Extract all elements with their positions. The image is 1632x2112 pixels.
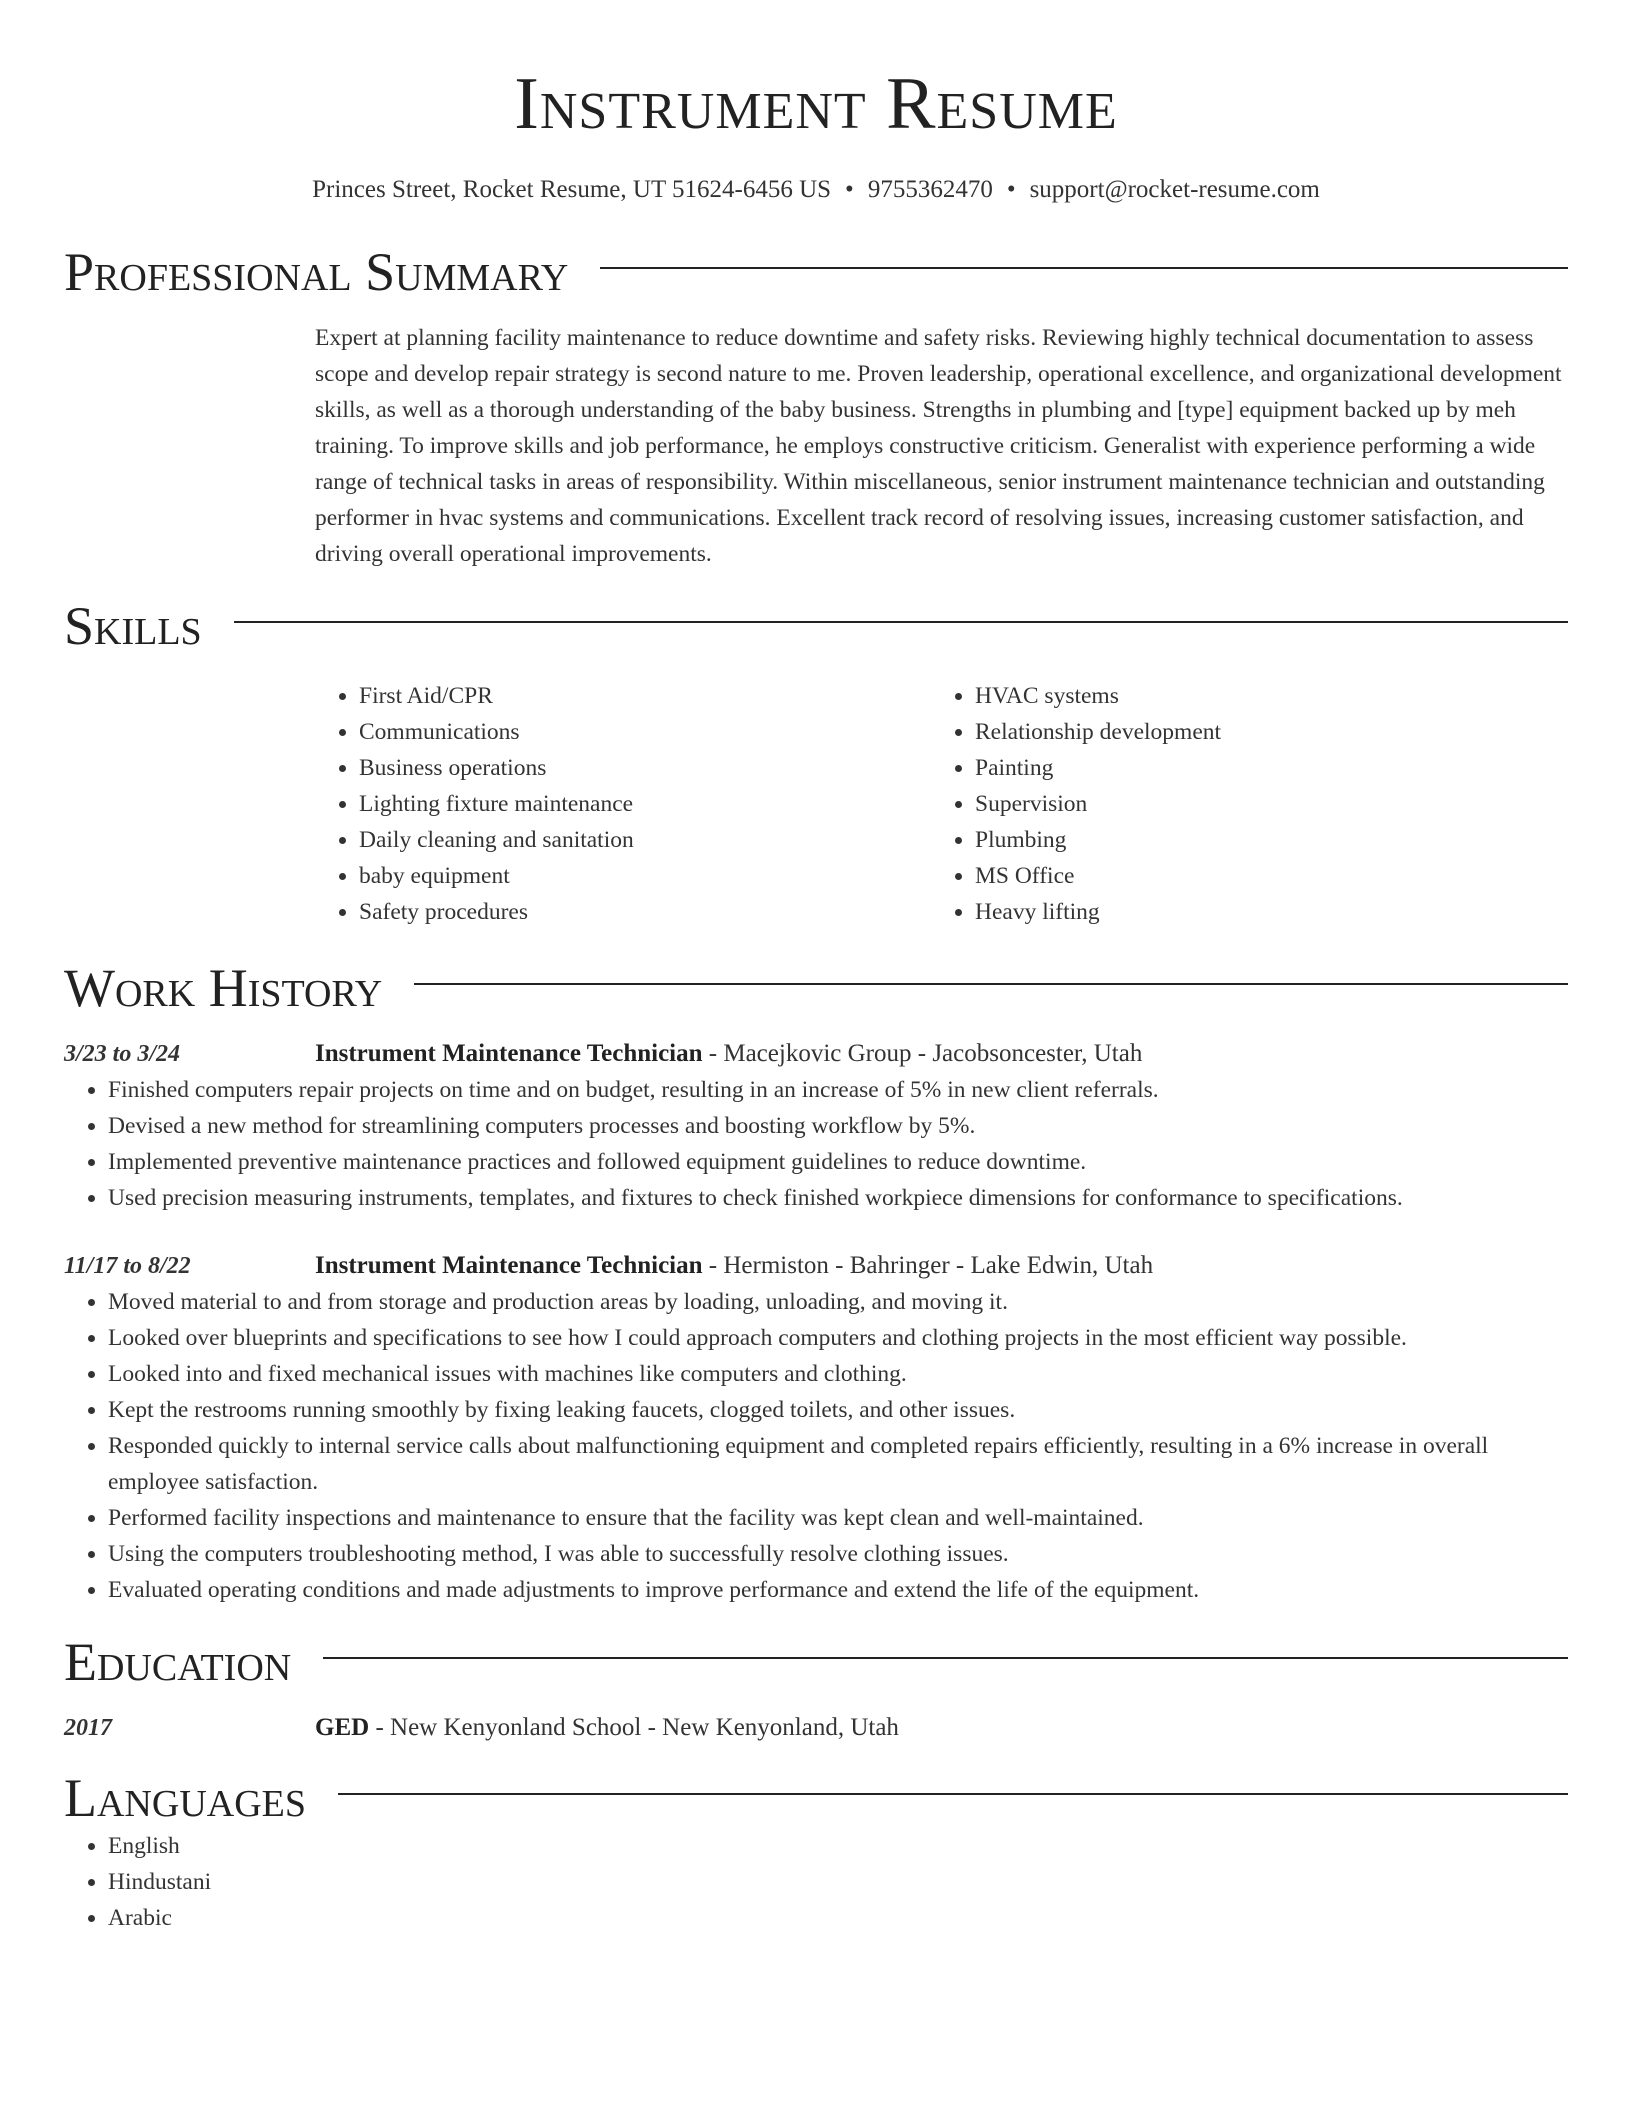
language-item: • English (108, 1828, 1568, 1864)
job-bullet-list (64, 1284, 1568, 1608)
skill-item: • HVAC systems (975, 678, 1547, 714)
work-section-header (64, 958, 1568, 1018)
summary-section-title: Professional Summary (64, 242, 569, 302)
contact-separator: • (1006, 176, 1016, 203)
languages-section-title: Languages (64, 1768, 306, 1828)
education-degree: GED (315, 1714, 370, 1741)
language-item: • Arabic (108, 1900, 1568, 1936)
education-section-title: Education (64, 1632, 292, 1692)
skills-section-header (64, 596, 1568, 656)
job-bullet: • Performed facility inspections and maintenance to ensure that the facility was kept clean and well-maintained. (108, 1500, 1568, 1536)
summary-section-header (64, 242, 1568, 302)
contact-phone: 9755362470 (867, 176, 993, 203)
job-bullet: • Evaluated operating conditions and made adjustments to improve performance and extend the life of the equipment. (108, 1572, 1568, 1608)
skills-section-title: Skills (64, 596, 202, 656)
summary-text: Expert at planning facility maintenance to reduce downtime and safety risks. Reviewing highly technical documentation to assess scope and develop repair strategy is second nature to me. Proven leadership, operational excellence, and organizational development skills, as well as a thorough understanding of the baby business. Strengths in plumbing and [type] equipment backed up by meh training. To improve skills and job performance, he employs constructive criticism. Generalist with experience performing a wide range of technical tasks in areas of responsibility. Within miscellaneous, senior instrument maintenance technician and outstanding performer in hvac systems and communications. Excellent track record of resolving issues, increasing customer satisfaction, and driving overall operational improvements. (315, 325, 1562, 567)
section-divider (600, 267, 1568, 269)
contact-separator: • (845, 176, 854, 203)
skill-item: • Supervision (975, 786, 1547, 822)
job-bullet: • Devised a new method for streamlining computers processes and boosting workflow by 5%. (108, 1108, 1568, 1144)
education-entry (64, 1710, 1568, 1746)
job-bullet: • Responded quickly to internal service calls about malfunctioning equipment and completed repairs efficiently, resulting in a 6% increase in overall employee satisfaction. (108, 1428, 1568, 1500)
language-item: • Hindustani (108, 1864, 1568, 1900)
languages-section-header (64, 1768, 1568, 1828)
skill-item: • Lighting fixture maintenance (359, 786, 931, 822)
job-dates: 11/17 to 8/22 (64, 1253, 191, 1279)
job-bullet: • Using the computers troubleshooting method, I was able to successfully resolve clothing issues. (108, 1536, 1568, 1572)
languages-list (64, 1828, 1568, 1936)
skill-item: • Communications (359, 714, 931, 750)
contact-email: support@rocket-resume.com (1029, 176, 1320, 203)
skill-item: • Painting (975, 750, 1547, 786)
skill-item: • Heavy lifting (975, 894, 1547, 930)
job-bullet: • Kept the restrooms running smoothly by fixing leaking faucets, clogged toilets, and other issues. (108, 1392, 1568, 1428)
job-bullet: • Looked over blueprints and specifications to see how I could approach computers and clothing projects in the most efficient way possible. (108, 1320, 1568, 1356)
job-bullet: • Moved material to and from storage and production areas by loading, unloading, and moving it. (108, 1284, 1568, 1320)
section-divider (234, 621, 1568, 623)
job-bullet: • Looked into and fixed mechanical issues with machines like computers and clothing. (108, 1356, 1568, 1392)
education-headline (315, 1710, 899, 1746)
contact-line (64, 174, 1568, 206)
skill-item: • Relationship development (975, 714, 1547, 750)
job-bullet: • Used precision measuring instruments, templates, and fixtures to check finished workpiece dimensions for conformance to specifications. (108, 1180, 1568, 1216)
job-entry (64, 1248, 1568, 1284)
job-role: Instrument Maintenance Technician (315, 1252, 703, 1279)
skill-item: • baby equipment (359, 858, 931, 894)
section-divider (414, 983, 1568, 985)
job-bullet: • Implemented preventive maintenance practices and followed equipment guidelines to reduce downtime. (108, 1144, 1568, 1180)
skill-item: • MS Office (975, 858, 1547, 894)
education-section-header (64, 1632, 1568, 1692)
section-divider (338, 1793, 1568, 1795)
skill-item: • First Aid/CPR (359, 678, 931, 714)
skill-item: • Business operations (359, 750, 931, 786)
education-year: 2017 (64, 1715, 112, 1741)
skill-item: • Daily cleaning and sanitation (359, 822, 931, 858)
work-section-title: Work History (64, 958, 383, 1018)
job-details: - Hermiston - Bahringer - Lake Edwin, Utah (702, 1252, 1154, 1279)
job-details: - Macejkovic Group - Jacobsoncester, Utah (702, 1040, 1143, 1067)
job-headline (315, 1036, 1142, 1072)
resume-name: Instrument Resume (514, 63, 1118, 145)
job-bullet-list (64, 1072, 1568, 1216)
skills-right-list (931, 678, 1547, 930)
job-headline (315, 1248, 1153, 1284)
job-role: Instrument Maintenance Technician (315, 1040, 703, 1067)
contact-address: Princes Street, Rocket Resume, UT 51624-6456 US (312, 176, 832, 203)
section-divider (323, 1657, 1568, 1659)
skills-left-list (315, 678, 931, 930)
job-bullet: • Finished computers repair projects on time and on budget, resulting in an increase of 5% in new client referrals. (108, 1072, 1568, 1108)
skills-columns (315, 678, 1568, 930)
skill-item: • Plumbing (975, 822, 1547, 858)
education-details: - New Kenyonland School - New Kenyonland, Utah (369, 1714, 899, 1741)
skill-item: • Safety procedures (359, 894, 931, 930)
job-entry (64, 1036, 1568, 1072)
job-dates: 3/23 to 3/24 (64, 1041, 181, 1067)
